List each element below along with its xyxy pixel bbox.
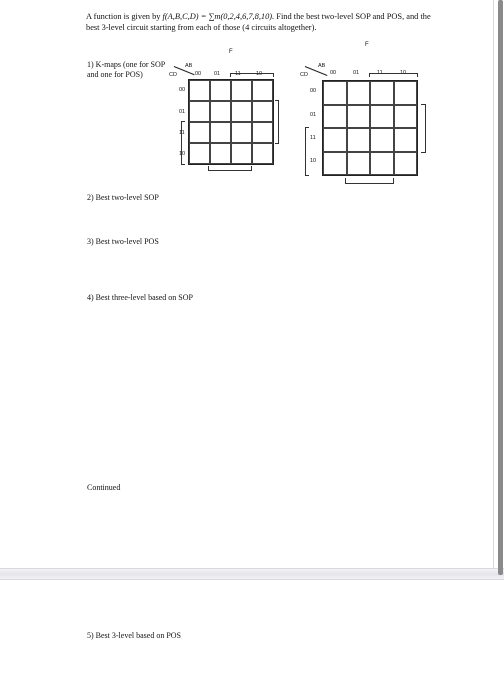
kmap-sop-row-11: 11 <box>179 130 185 136</box>
kmap-sop-cell[interactable] <box>231 101 252 122</box>
kmap-pos-col-10: 10 <box>400 70 407 76</box>
kmap-pos-cell[interactable] <box>370 128 394 152</box>
kmap-pos-cell[interactable] <box>394 81 418 105</box>
kmap-sop-cell[interactable] <box>189 80 210 101</box>
kmap-sop-col-11: 11 <box>235 71 241 77</box>
kmap-pos-col-var: AB <box>318 63 326 69</box>
kmap-sop-bracket-C <box>181 121 185 165</box>
kmap-pos-cell[interactable] <box>323 105 347 129</box>
page-separator <box>0 568 504 580</box>
kmap-sop-cell[interactable] <box>210 80 231 101</box>
kmap-pos-row-var: CD <box>300 72 308 78</box>
function-formula: f(A,B,C,D) = ∑m(0,2,4,6,7,8,10). <box>162 12 275 21</box>
kmap-pos-bracket-A <box>369 73 418 77</box>
kmap-pos-bracket-C <box>305 127 309 176</box>
kmap-pos-col-01: 01 <box>353 70 360 76</box>
kmap-pos-cell[interactable] <box>347 105 371 129</box>
kmap-sop-output-label: F <box>229 49 233 55</box>
kmap-pos-cell[interactable] <box>323 128 347 152</box>
kmap-sop-cell[interactable] <box>252 143 273 164</box>
kmap-pos-output-label: F <box>365 42 369 48</box>
kmap-pos-row-10: 10 <box>310 158 317 164</box>
kmap-sop-cell[interactable] <box>189 101 210 122</box>
kmap-sop-cell[interactable] <box>210 122 231 143</box>
kmap-sop-bracket-D <box>275 100 279 144</box>
kmap-pos-bracket-B <box>345 178 394 184</box>
kmap-sop-col-00: 00 <box>195 71 202 77</box>
kmap-pos-cell[interactable] <box>394 105 418 129</box>
kmap-pos-cell[interactable] <box>347 128 371 152</box>
vertical-scrollbar[interactable] <box>498 0 503 575</box>
question-5-label: 5) Best 3-level based on POS <box>87 631 181 640</box>
problem-statement: A function is given by f(A,B,C,D) = ∑m(0,2,4,6,7,8,10). Find the best two-level SOP and POS, and the best 3-level circuit starting from each of those (4 circuits altogether). <box>86 12 431 32</box>
kmap-sop-cell[interactable] <box>231 143 252 164</box>
kmap-sop-cell[interactable] <box>189 143 210 164</box>
kmap-pos-cell[interactable] <box>394 152 418 176</box>
kmap-pos-cell[interactable] <box>370 105 394 129</box>
page-edge <box>493 0 494 568</box>
kmap-sop-row-01: 01 <box>179 109 186 115</box>
kmap-sop-bracket-B <box>208 166 252 171</box>
kmap-pos-cell[interactable] <box>370 152 394 176</box>
kmap-pos-row-11: 11 <box>310 135 316 141</box>
kmap-sop-row-var: CD <box>169 72 177 78</box>
kmap-pos-row-00: 00 <box>310 88 317 94</box>
kmap-sop-col-01: 01 <box>214 71 221 77</box>
kmap-sop-grid[interactable] <box>188 79 274 165</box>
kmap-pos-cell[interactable] <box>370 81 394 105</box>
kmap-sop-row-10: 10 <box>179 151 186 157</box>
kmap-sop-cell[interactable] <box>252 101 273 122</box>
kmap-pos-cell[interactable] <box>347 152 371 176</box>
kmap-sop-col-var: AB <box>185 63 193 69</box>
kmap-pos-grid[interactable] <box>322 80 418 176</box>
question-1-label: 1) K-maps (one for SOP and one for POS) <box>87 60 165 79</box>
kmap-sop-cell[interactable] <box>231 80 252 101</box>
kmap-sop-row-00: 00 <box>179 87 186 93</box>
kmap-pos-cell[interactable] <box>347 81 371 105</box>
kmap-pos-cell[interactable] <box>323 152 347 176</box>
question-3-label: 3) Best two-level POS <box>87 237 159 246</box>
kmap-sop-bracket-A <box>230 73 274 77</box>
kmap-sop-cell[interactable] <box>210 143 231 164</box>
kmap-pos-row-01: 01 <box>310 112 317 118</box>
question-2-label: 2) Best two-level SOP <box>87 193 159 202</box>
question-4-label: 4) Best three-level based on SOP <box>87 293 193 302</box>
kmap-sop-cell[interactable] <box>210 101 231 122</box>
kmap-pos-cell[interactable] <box>394 128 418 152</box>
kmap-sop-cell[interactable] <box>252 80 273 101</box>
kmap-pos-col-00: 00 <box>330 70 337 76</box>
continued-label: Continued <box>87 483 121 492</box>
kmap-sop-cell[interactable] <box>252 122 273 143</box>
kmap-sop-col-10: 10 <box>256 71 263 77</box>
kmap-sop-cell[interactable] <box>231 122 252 143</box>
kmap-sop-cell[interactable] <box>189 122 210 143</box>
kmap-pos-col-11: 11 <box>377 70 383 76</box>
kmap-pos-cell[interactable] <box>323 81 347 105</box>
kmap-pos-bracket-D <box>421 104 426 153</box>
